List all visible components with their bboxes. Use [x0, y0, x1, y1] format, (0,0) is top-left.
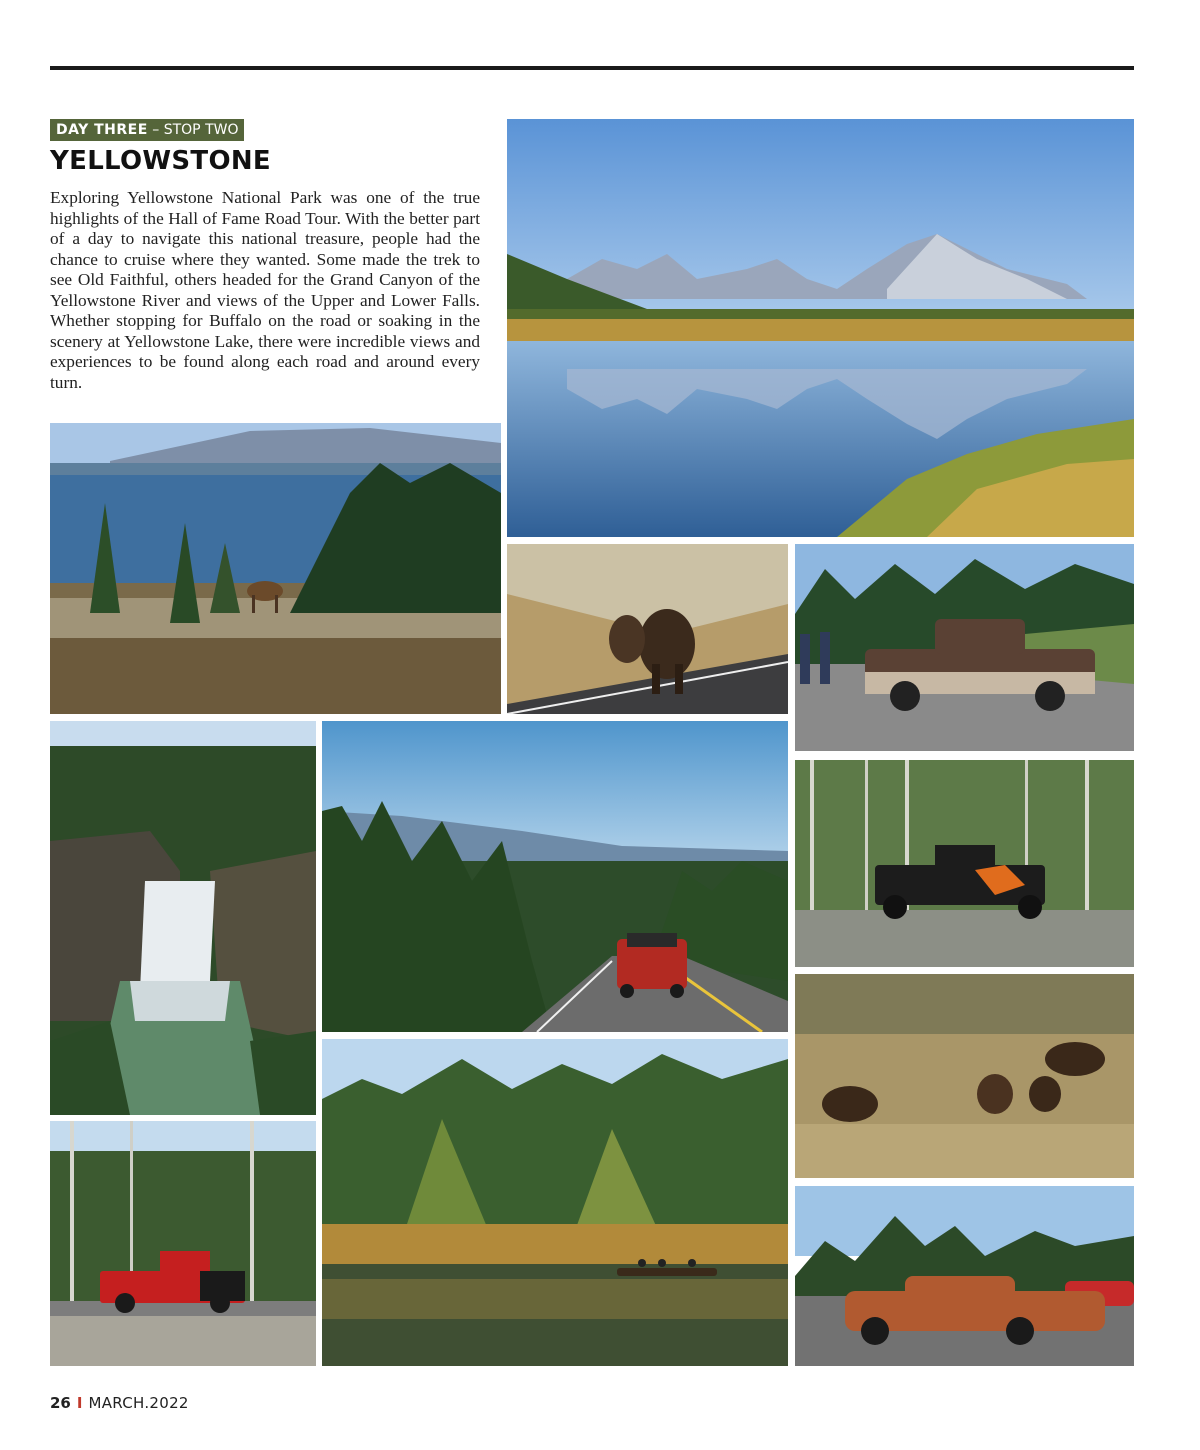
top-rule — [50, 66, 1134, 70]
photo-brown-pickup-truck — [795, 544, 1134, 751]
kicker-day: DAY THREE — [56, 122, 148, 138]
photo-black-hotrod-flames — [795, 760, 1134, 967]
kicker-stop: – STOP TWO — [147, 122, 239, 138]
photo-mountain-lake-reflection — [507, 119, 1134, 537]
photo-red-pickup-forest — [50, 1121, 316, 1366]
page-number: 26 — [50, 1394, 71, 1412]
article-body: Exploring Yellowstone National Park was one of the true highlights of the Hall of Fame Road Tour. With the better part of a day to navigate this national treasure, people had the chance to cruise where they wanted. Some made the trek to see Old Faithful, others headed for the Grand Canyon of the Yellowstone River and views of the Upper and Lower Falls. Whether stopping for Buffalo on the road or soaking in the scenery at Yellowstone Lake, there were incredible views and experiences to be found along each road and around every turn. — [50, 188, 480, 392]
photo-upper-falls — [50, 721, 316, 1115]
issue-date: MARCH.2022 — [88, 1394, 189, 1412]
photo-red-hotrod-highway — [322, 721, 788, 1032]
photo-bison-herd-meadow — [795, 974, 1134, 1178]
photo-canoe-autumn-pond — [322, 1039, 788, 1366]
article-title: YELLOWSTONE — [50, 146, 271, 176]
photo-elk-yellowstone-lake — [50, 423, 501, 714]
footer-separator: I — [76, 1394, 83, 1412]
section-kicker — [50, 119, 244, 141]
photo-bison-on-road — [507, 544, 788, 714]
photo-orange-coupe-parking — [795, 1186, 1134, 1366]
page-footer — [50, 1394, 189, 1412]
